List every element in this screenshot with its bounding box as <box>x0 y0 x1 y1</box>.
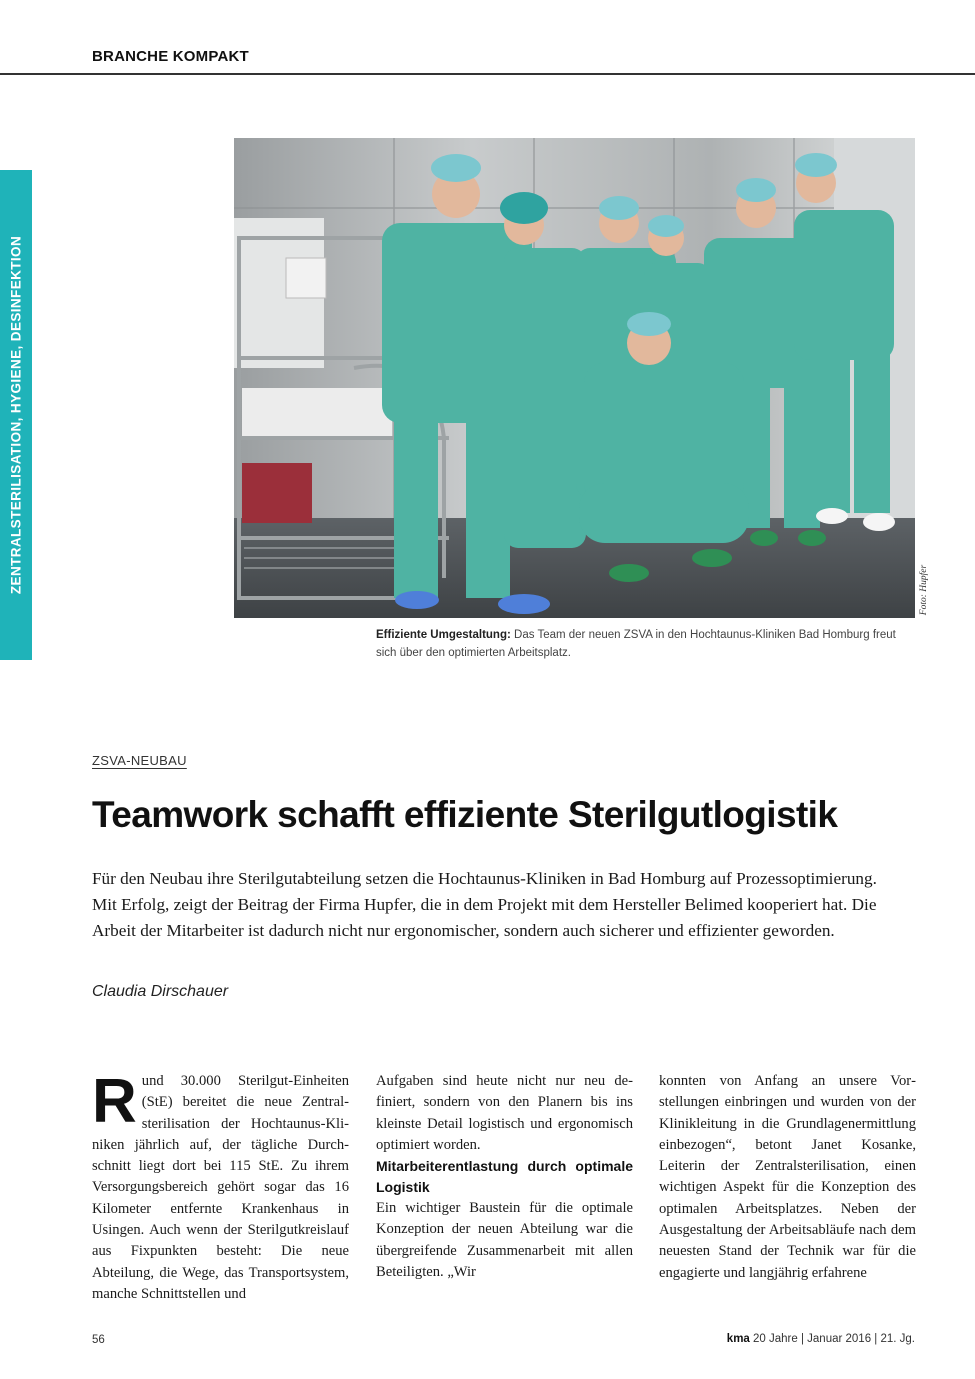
caption-text: Das Team der neuen ZSVA in den Hochtaunus-Kliniken Bad Homburg freut sich über den optimierten Arbeitsplatz. <box>376 629 896 659</box>
footer-issue-text: 20 Jahre | Januar 2016 | 21. Jg. <box>749 1333 915 1345</box>
body-text-2a: Aufgaben sind heute nicht nur neu definiert, sondern von den Planern bis ins kleinste Detail logistisch und ergonomisch optimiert worden. <box>376 1073 633 1153</box>
section-header: BRANCHE KOMPAKT <box>92 48 249 65</box>
team-photo <box>234 138 915 618</box>
footer-brand: kma <box>726 1333 750 1345</box>
article-kicker: ZSVA-NEUBAU <box>92 753 187 768</box>
article-headline: Teamwork schafft effiziente Sterilgutlogistik <box>92 794 838 835</box>
body-subhead: Mitarbeiterentlastung durch optimale Logistik <box>376 1158 633 1196</box>
caption-lead: Effiziente Umgestaltung: <box>376 629 511 641</box>
body-column-3 <box>659 1071 916 1284</box>
body-text-3: konnten von Anfang an unsere Vorstellungen einbringen und wurden von der Klinikleitung in die Grundlagenermittlung einbezogen“, betont Janet Kosanke, Leiterin der Zentralsterilisation, einen wichtigen Aspekt für die Konzeption des optimalen Arbeitsplatzes. Neben der Ausgestaltung der Arbeitsabläufe nach dem neuesten Stand der Technik war für die engagierte und langjährig erfahrene <box>659 1073 916 1281</box>
photo-credit: Foto: Hupfer <box>919 564 929 616</box>
page-number: 56 <box>92 1334 105 1346</box>
article-author: Claudia Dirschauer <box>92 983 229 1000</box>
body-text-1: und 30.000 Sterilgut-Einheiten (StE) bereitet die neue Zentralsterilisation der Hochtaunus-Kliniken jährlich auf, der tägliche Durchschnitt liegt dort bei 115 StE. Zu ihrem Versorgungsbereich gehört sogar das 16 Kilometer entfernte Krankenhaus in Usingen. Auch wenn der Sterilgutkreislauf aus Fixpunkten besteht: Die neue Abteilung, die Wege, das Transportsystem, manche Schnittstellen und <box>92 1073 349 1302</box>
article-lead: Für den Neubau ihre Sterilgutabteilung setzen die Hochtaunus-Kliniken in Bad Homburg auf Prozessoptimierung. Mit Erfolg, zeigt der Beitrag der Firma Hupfer, die in dem Projekt mit dem Hersteller Belimed kooperiert hat. Die Arbeit der Mitarbeiter ist dadurch nicht nur ergonomischer, sondern auch sicherer und effizienter geworden. <box>92 869 877 940</box>
header-rule <box>0 73 975 75</box>
footer-issue <box>727 1333 915 1345</box>
side-section-label: ZENTRALSTERILISATION, HYGIENE, DESINFEKTION <box>8 235 24 595</box>
body-text-2b: Ein wichtiger Baustein für die optimale Konzeption der neuen Abteilung war die übergreifende Zusammenarbeit mit allen Beteiligten. „Wir <box>376 1200 633 1281</box>
body-column-2 <box>376 1071 633 1283</box>
photo-caption <box>376 626 906 662</box>
drop-cap: R <box>92 1067 137 1136</box>
body-column-1 <box>92 1067 349 1305</box>
